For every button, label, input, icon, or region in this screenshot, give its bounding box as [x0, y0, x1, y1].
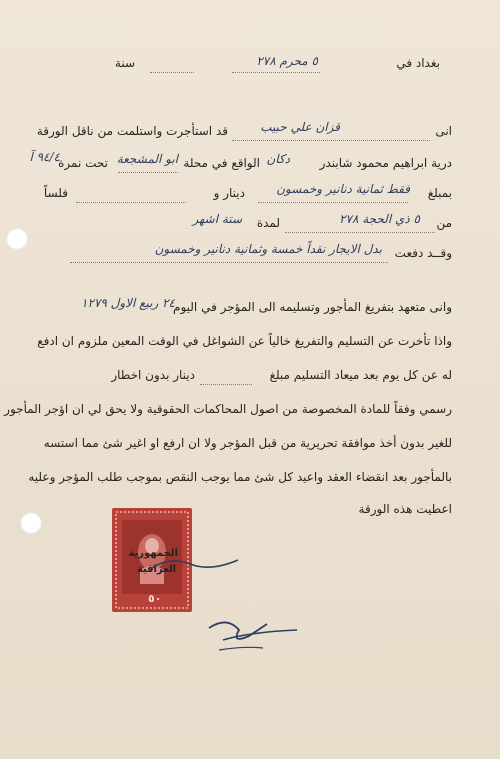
- line12-text: اعطيت هذه الورقة: [358, 502, 452, 516]
- header-date-dotted-line: [232, 72, 320, 73]
- line3-handwritten-amount: فقط ثمانية دنانير وخمسون: [276, 182, 410, 196]
- line7-text: واذا تأخرت عن التسليم والتفريغ خالياً عن الشواغل في الوقت المعين ملزوم ان ادفع: [37, 334, 452, 348]
- line1-printed-end: قد استأجرت واستلمت من ناقل الورقة: [36, 124, 228, 138]
- header-place-prefix: بغداد في: [396, 56, 440, 70]
- header-year-label: سنة: [114, 56, 135, 70]
- header-date-handwritten: ٥ محرم ٢٧٨: [256, 54, 318, 68]
- line5-handwritten-paid: بدل الايجار نقداً خمسة وثمانية دنانير وخمسون: [154, 242, 382, 256]
- line1-handwritten-name: قزان علي حبيب: [260, 120, 340, 134]
- line3-dotted-line: [258, 202, 408, 203]
- line4-printed-duration: لمدة: [256, 216, 280, 230]
- line2-printed-location: الواقع في محلة: [183, 156, 260, 170]
- line5-dotted-line: [70, 262, 388, 263]
- line2-area-dotted-line: [118, 172, 178, 173]
- line4-printed-from: من: [436, 216, 452, 230]
- line10-text: للغير بدون أخذ موافقة تحريرية من قبل المؤجر ولا ان ارفع او اغير شئ مما استسه: [43, 436, 452, 450]
- line3-printed-amount: بمبلغ: [427, 186, 452, 200]
- line4-handwritten-from-date: ٥ ذي الحجة ٢٧٨: [339, 212, 420, 226]
- line6-handwritten-date: ٢٤ ربيع الاول ١٢٧٩: [81, 296, 175, 310]
- header-year-dotted-line: [150, 72, 194, 73]
- line2-handwritten-type: دكان: [266, 152, 290, 166]
- line5-printed-paid: وقــد دفعت: [394, 246, 452, 260]
- punch-hole-top: [6, 228, 28, 250]
- signature: [205, 610, 300, 655]
- line1-printed-start: انى: [435, 124, 452, 138]
- line11-text: بالمأجور بعد انقضاء العقد واعيد كل شئ مما يوجب النقص بموجب طلب المؤجر وعليه: [28, 470, 452, 484]
- stamp-overprint-line2: العراقية: [136, 564, 176, 575]
- line4-from-dotted-line: [285, 232, 435, 233]
- line4-handwritten-duration: ستة اشهر: [192, 212, 242, 226]
- line1-dotted-line: [232, 140, 430, 141]
- stamp-overprint-line1: الجمهورية: [128, 548, 178, 559]
- line2-printed-number: تحت نمرة: [58, 156, 108, 170]
- line8-dotted-line: [200, 384, 252, 385]
- line8-printed-end: دينار بدون اخطار: [111, 368, 195, 382]
- line8-printed-start: له عن كل يوم بعد ميعاد التسليم مبلغ: [269, 368, 452, 382]
- stamp-value: ٥٠: [148, 592, 162, 605]
- punch-hole-bottom: [20, 512, 42, 534]
- line3-printed-dinar: دينار و: [213, 186, 245, 200]
- line2-handwritten-area: ابو المشجعة: [116, 152, 178, 166]
- line2-printed-owner: درية ابراهيم محمود شابندر: [319, 156, 452, 170]
- line6-printed-commit: وانى متعهد بتفريغ المأجور وتسليمه الى المؤجر في اليوم: [173, 300, 452, 314]
- line2-handwritten-number: ٩٤/٤ آ: [29, 150, 60, 164]
- line3-fils-dotted-line: [76, 202, 186, 203]
- line3-printed-fils: فلساً: [43, 186, 68, 200]
- stamp-cancellation-scribble: [150, 546, 240, 576]
- line9-text: رسمي وفقاً للمادة المخصوصة من اصول المحاكمات الحقوقية ولا يحق لي ان اؤجر المأجور: [4, 402, 452, 416]
